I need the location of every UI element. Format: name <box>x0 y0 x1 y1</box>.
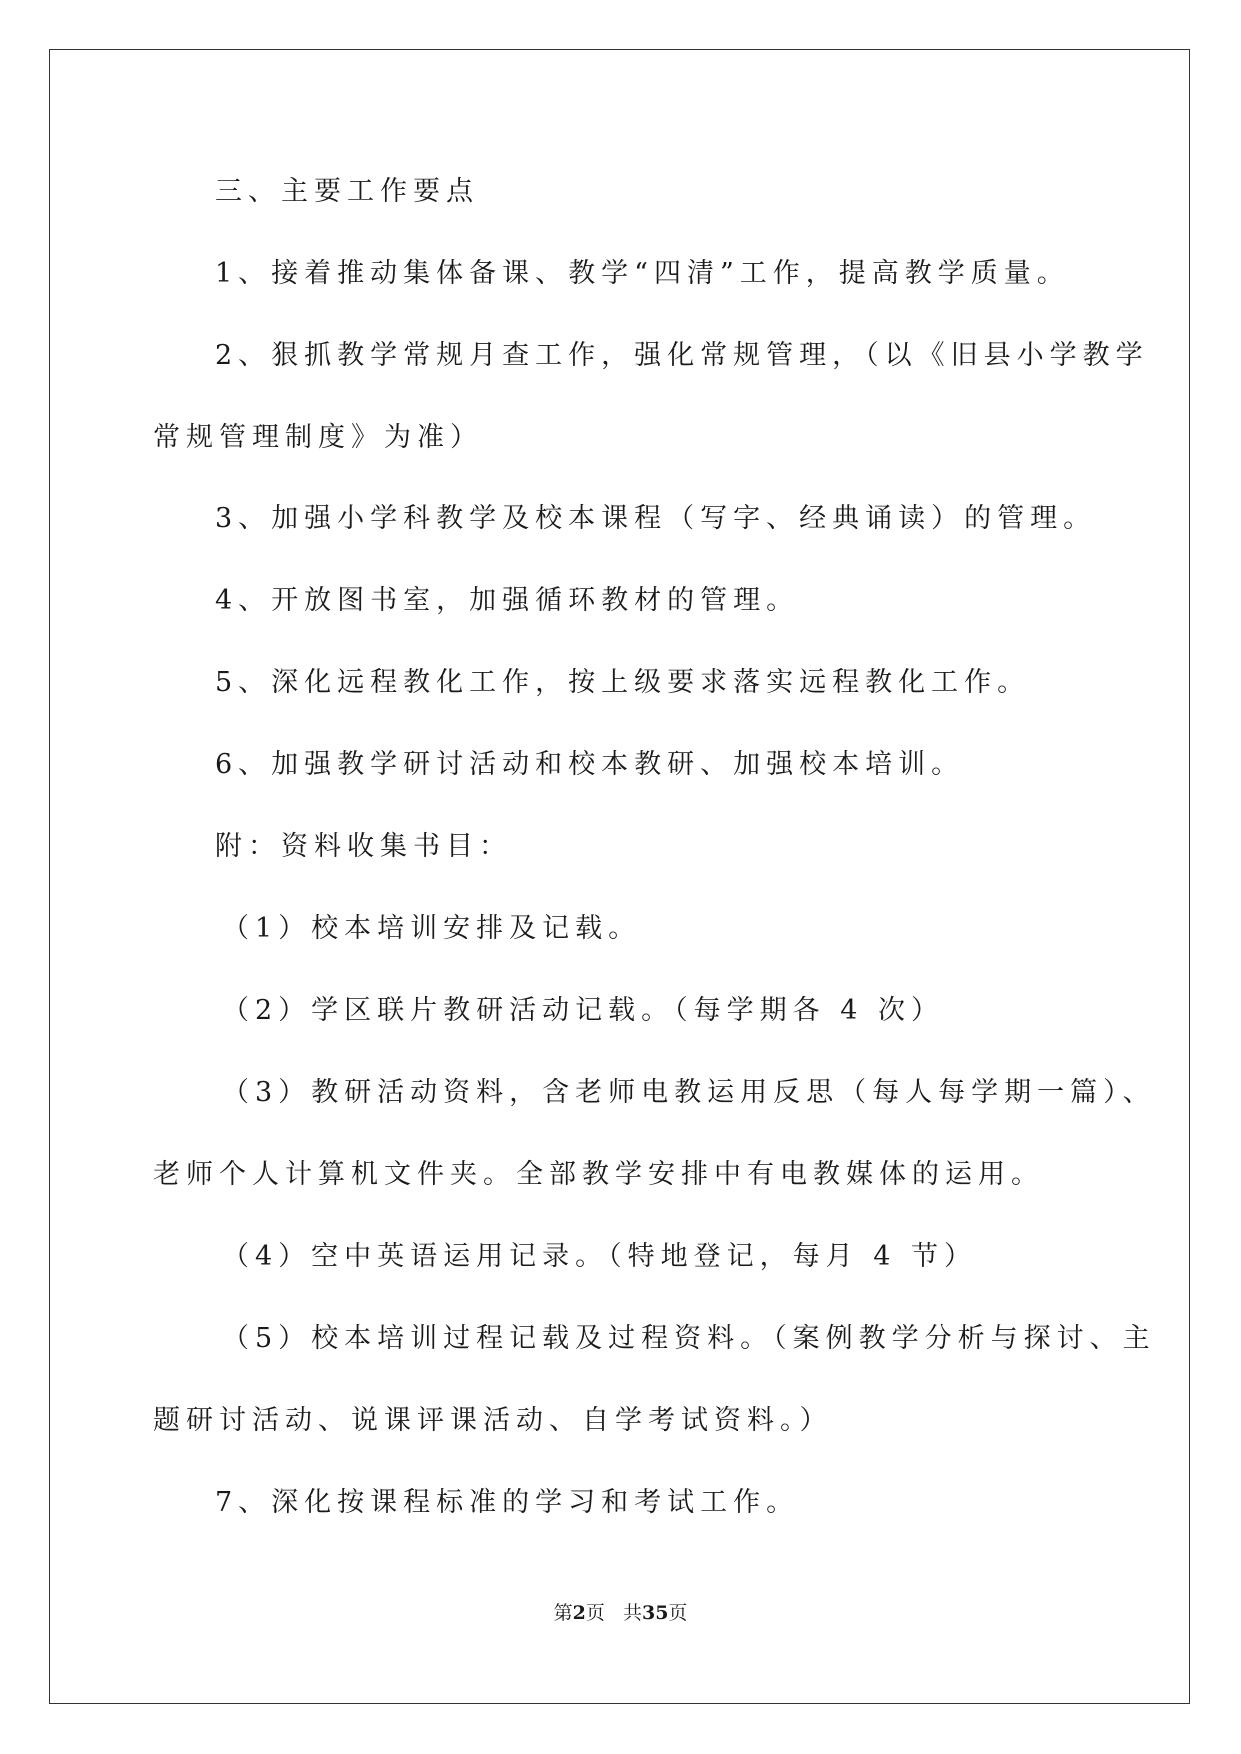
list-item: （5）校本培训过程记载及过程资料。（案例教学分析与探讨、主 <box>222 1323 1156 1354</box>
footer-total-unit: 页 <box>668 1602 688 1624</box>
page-footer <box>0 1598 1241 1625</box>
section-heading: 三、主要工作要点 <box>215 176 479 207</box>
paragraph-line: 4、开放图书室，加强循环教材的管理。 <box>215 585 800 616</box>
footer-page-unit: 页 <box>585 1602 605 1624</box>
paragraph-line: 1、接着推动集体备课、教学“四清”工作，提高教学质量。 <box>215 258 1070 289</box>
paragraph-line: 常规管理制度》为准） <box>153 422 483 453</box>
list-item: （4）空中英语运用记录。（特地登记，每月 4 节） <box>222 1241 978 1272</box>
paragraph-line: 2、狠抓教学常规月查工作，强化常规管理，（以《旧县小学教学 <box>215 340 1149 371</box>
total-page-count: 35 <box>641 1602 669 1624</box>
list-item: （3）教研活动资料，含老师电教运用反思（每人每学期一篇）、 <box>222 1077 1156 1108</box>
footer-prefix: 第 <box>553 1602 573 1624</box>
paragraph-line: 5、深化远程教化工作，按上级要求落实远程教化工作。 <box>215 667 1031 698</box>
list-item-continuation: 题研讨活动、说课评课活动、自学考试资料。） <box>153 1405 833 1436</box>
list-item: （1）校本培训安排及记载。 <box>222 913 642 944</box>
paragraph-line: 附：资料收集书目： <box>215 831 512 862</box>
paragraph-line: 3、加强小学科教学及校本课程（写字、经典诵读）的管理。 <box>215 503 1097 534</box>
list-item-continuation: 老师个人计算机文件夹。全部教学安排中有电教媒体的运用。 <box>153 1159 1044 1190</box>
list-item: （2）学区联片教研活动记载。（每学期各 4 次） <box>222 995 945 1026</box>
current-page-number: 2 <box>572 1602 586 1624</box>
footer-total-prefix: 共 <box>622 1602 642 1624</box>
paragraph-line: 7、深化按课程标准的学习和考试工作。 <box>215 1487 800 1518</box>
paragraph-line: 6、加强教学研讨活动和校本教研、加强校本培训。 <box>215 749 965 780</box>
page-border <box>49 49 1190 1704</box>
